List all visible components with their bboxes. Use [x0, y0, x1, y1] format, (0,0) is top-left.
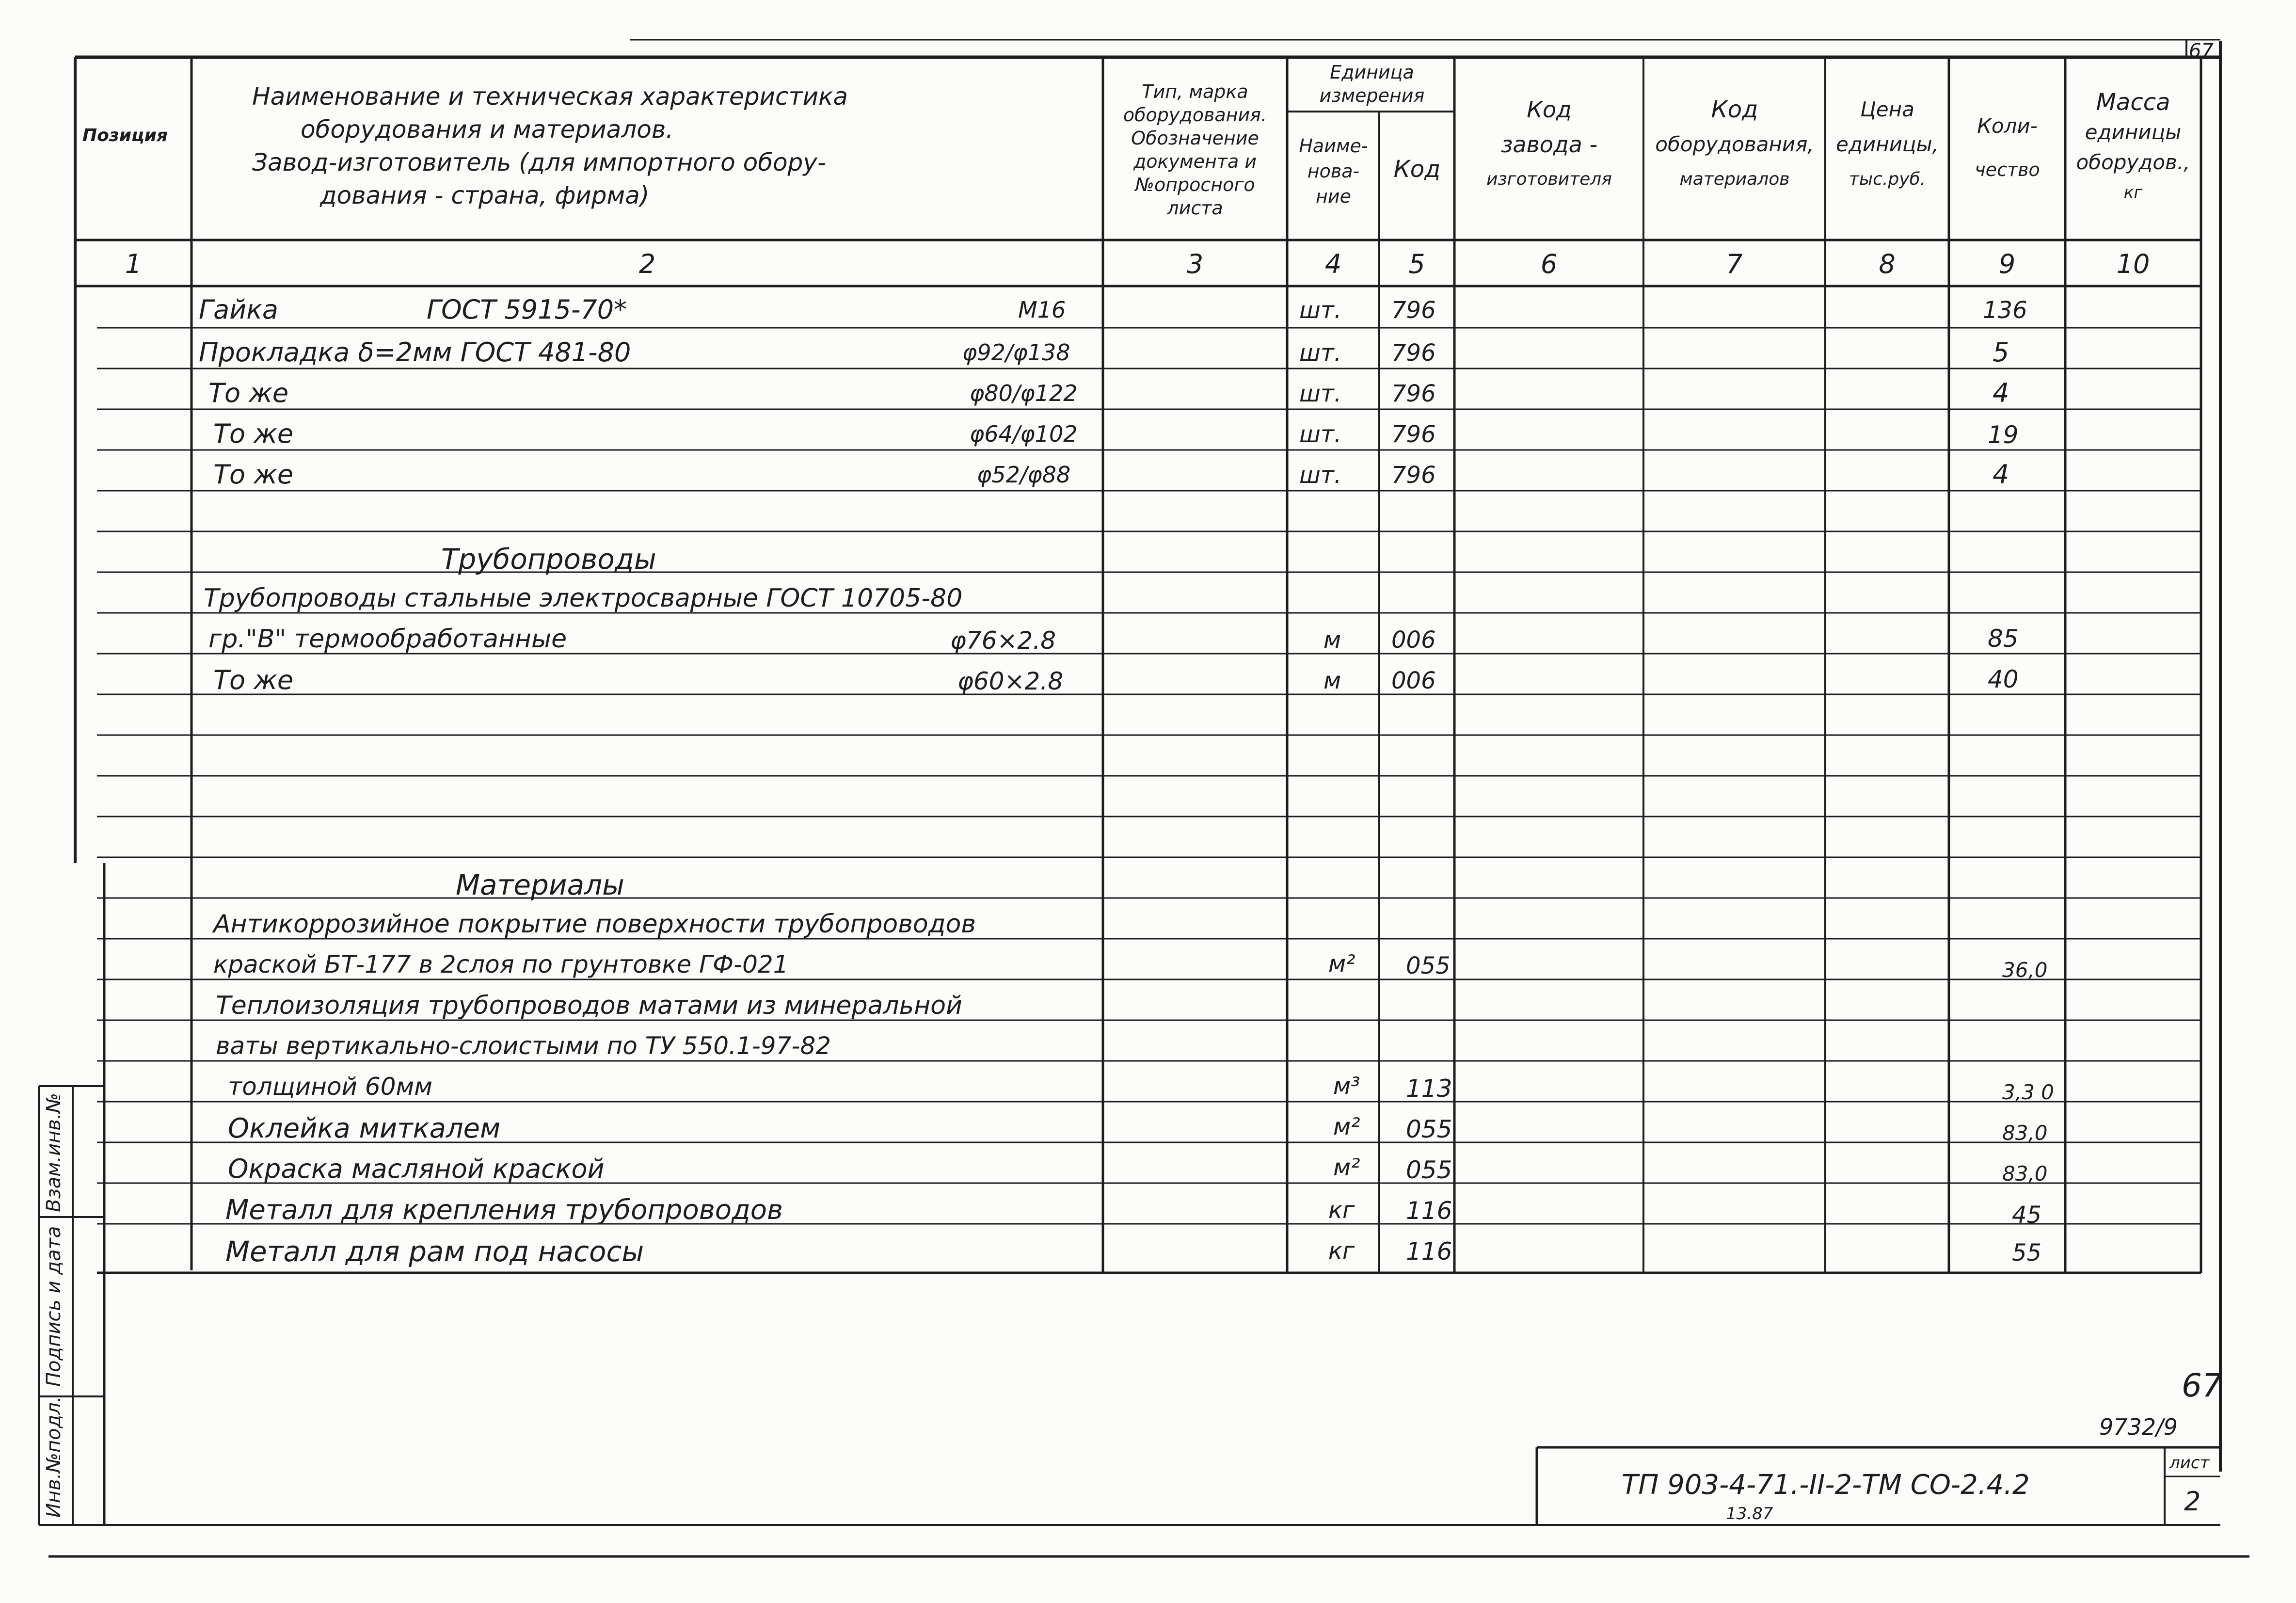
row-8-spec: φ76×2.8 [950, 626, 1056, 655]
header-type-line5: №опросного [1135, 174, 1255, 195]
header-equipment-code-line1: Код [1711, 96, 1758, 123]
header-unit-code: Код [1393, 156, 1441, 183]
row-3-qty: 19 [1988, 421, 2019, 449]
row-20-name: Оклейка миткалем [228, 1113, 501, 1144]
header-mass-line1: Масса [2096, 89, 2170, 116]
row-4-spec: φ52/φ88 [977, 462, 1071, 488]
sheet-number-top: 67 [2189, 40, 2214, 62]
header-quantity-line1: Коли- [1977, 114, 2038, 138]
row-22-name: Металл для крепления трубопроводов [225, 1194, 783, 1226]
header-name-line3: Завод-изготовитель (для импортного обору- [252, 148, 826, 176]
row-23-qty: 55 [2012, 1239, 2042, 1266]
header-name-line1: Наименование и техническая характеристика [252, 82, 848, 111]
header-type-line3: Обозначение [1131, 128, 1259, 149]
header-type-doc [1105, 80, 1285, 220]
row-9-name: То же [213, 665, 294, 695]
row-2-unit: шт. [1299, 380, 1342, 407]
col-number-1: 1 [125, 249, 142, 279]
bottom-sheet-number: 2 [2184, 1486, 2201, 1517]
row-6-section-title: Трубопроводы [441, 543, 656, 576]
col-number-9: 9 [1998, 249, 2016, 279]
row-23-name: Металл для рам под насосы [225, 1235, 644, 1268]
row-2-name: То же [208, 378, 289, 408]
row-1-qty: 5 [1993, 337, 2009, 368]
row-17-name: Теплоизоляция трубопроводов матами из минеральной [216, 991, 962, 1020]
row-0-gost: ГОСТ 5915-70* [427, 294, 627, 325]
row-4-unit: шт. [1299, 462, 1342, 489]
header-unit-name [1289, 133, 1378, 209]
row-0-name: Гайка [199, 294, 278, 325]
header-mass [2066, 87, 2200, 208]
header-mass-line4: кг [2123, 183, 2143, 202]
header-price-line1: Цена [1860, 97, 1914, 121]
row-0-spec: М16 [1018, 297, 1066, 323]
row-4-qty: 4 [1993, 459, 2009, 490]
row-22-unit: кг [1328, 1197, 1355, 1224]
header-type-line2: оборудования. [1123, 104, 1267, 126]
row-0-qty: 136 [1983, 297, 2027, 324]
row-15-name: Антикоррозийное покрытие поверхности трубопроводов [213, 910, 976, 939]
row-21-qty: 83,0 [2002, 1162, 2048, 1186]
row-7-name: Трубопроводы стальные электросварные ГОСТ 10705-80 [204, 584, 963, 613]
header-equipment-code [1645, 92, 1824, 197]
side-stamp-inventory: Инв.№подл. [43, 1396, 65, 1518]
row-2-qty: 4 [1993, 378, 2009, 408]
col-number-5: 5 [1408, 249, 1425, 279]
col-number-10: 10 [2116, 249, 2150, 279]
row-16-code: 055 [1406, 952, 1451, 979]
col-number-6: 6 [1540, 249, 1558, 279]
row-23-unit: кг [1328, 1237, 1355, 1265]
header-name-block [252, 80, 1076, 212]
row-21-unit: м² [1333, 1154, 1360, 1181]
row-9-code: 006 [1391, 667, 1436, 694]
bottom-doc-code: ТП 903-4-71.-II-2-ТМ СО-2.4.2 [1622, 1469, 2030, 1501]
row-1-spec: φ92/φ138 [962, 339, 1070, 366]
bottom-page-mark: 67 [2182, 1367, 2222, 1404]
side-stamp-replacement: Взам.инв.№ [43, 1092, 65, 1212]
col-number-8: 8 [1879, 249, 1896, 279]
row-1-code: 796 [1391, 339, 1436, 367]
col-number-3: 3 [1186, 249, 1204, 279]
header-price [1827, 92, 1948, 197]
bottom-archive-number: 9732/9 [2099, 1414, 2178, 1440]
header-price-line2: единицы, [1835, 132, 1939, 156]
col-number-4: 4 [1324, 249, 1342, 279]
header-name-line2: оборудования и материалов. [301, 115, 674, 144]
row-3-name: То же [213, 418, 294, 449]
row-8-name: гр."В" термообработанные [208, 625, 567, 654]
col-number-2: 2 [638, 249, 656, 279]
header-mass-line3: оборудов., [2076, 150, 2190, 174]
row-20-code: 055 [1406, 1115, 1452, 1143]
row-16-unit: м² [1328, 950, 1355, 978]
row-23-code: 116 [1406, 1237, 1452, 1266]
header-factory-code-line1: Код [1527, 96, 1572, 123]
row-0-code: 796 [1391, 297, 1436, 324]
row-16-name: краской БТ-177 в 2слоя по грунтовке ГФ-021 [213, 950, 789, 978]
header-unit-group: Единица измерения [1319, 62, 1425, 106]
bottom-doc-sub: 13.87 [1726, 1504, 1773, 1523]
row-19-code: 113 [1406, 1074, 1452, 1103]
row-19-unit: м³ [1333, 1073, 1360, 1100]
row-22-qty: 45 [2012, 1202, 2042, 1229]
header-type-line6: листа [1167, 197, 1223, 219]
row-4-name: То же [213, 459, 294, 490]
header-position: Позиция [82, 126, 168, 145]
row-8-unit: м [1323, 626, 1341, 654]
header-quantity-line2: чество [1975, 159, 2040, 180]
row-14-section-title: Материалы [456, 868, 624, 901]
row-4-code: 796 [1391, 462, 1436, 489]
header-unit-name-line2: нова- [1307, 160, 1360, 182]
row-2-code: 796 [1391, 380, 1436, 407]
header-factory-code-line3: изготовителя [1486, 169, 1612, 189]
row-3-code: 796 [1391, 421, 1436, 448]
row-2-spec: φ80/φ122 [970, 380, 1078, 406]
row-3-unit: шт. [1299, 421, 1342, 448]
bottom-sheet-label: лист [2169, 1453, 2210, 1473]
header-type-line4: документа и [1133, 151, 1257, 172]
header-equipment-code-line2: оборудования, [1655, 132, 1814, 156]
header-factory-code [1456, 92, 1642, 197]
side-stamp-signature: Подпись и дата [43, 1226, 65, 1387]
header-equipment-code-line3: материалов [1679, 169, 1790, 189]
row-1-unit: шт. [1299, 339, 1342, 367]
header-price-line3: тыс.руб. [1849, 169, 1926, 189]
row-20-unit: м² [1333, 1113, 1360, 1140]
row-3-spec: φ64/φ102 [970, 421, 1078, 447]
row-19-qty: 3,3 0 [2002, 1080, 2054, 1104]
row-22-code: 116 [1406, 1197, 1452, 1225]
col-number-7: 7 [1726, 249, 1743, 279]
row-9-unit: м [1323, 667, 1341, 694]
row-21-code: 055 [1406, 1156, 1452, 1184]
row-9-spec: φ60×2.8 [957, 667, 1064, 695]
row-19-name: толщиной 60мм [228, 1073, 432, 1101]
header-unit-name-line1: Наиме- [1299, 135, 1368, 157]
row-1-name: Прокладка δ=2мм ГОСТ 481-80 [199, 337, 631, 368]
row-21-name: Окраска масляной краской [228, 1154, 605, 1184]
row-18-name: ваты вертикально-слоистыми по ТУ 550.1-97-82 [216, 1032, 831, 1060]
row-0-unit: шт. [1299, 297, 1342, 324]
header-name-line4: дования - страна, фирма) [320, 181, 650, 209]
header-quantity [1950, 104, 2064, 192]
row-9-qty: 40 [1988, 665, 2019, 693]
header-factory-code-line2: завода - [1500, 131, 1598, 158]
header-type-line1: Тип, марка [1142, 81, 1248, 102]
row-8-qty: 85 [1988, 625, 2019, 653]
header-mass-line2: единицы [2085, 120, 2182, 144]
row-8-code: 006 [1391, 626, 1436, 654]
header-unit-name-line3: ние [1316, 186, 1351, 207]
row-20-qty: 83,0 [2002, 1121, 2048, 1145]
row-16-qty: 36,0 [2002, 958, 2048, 982]
